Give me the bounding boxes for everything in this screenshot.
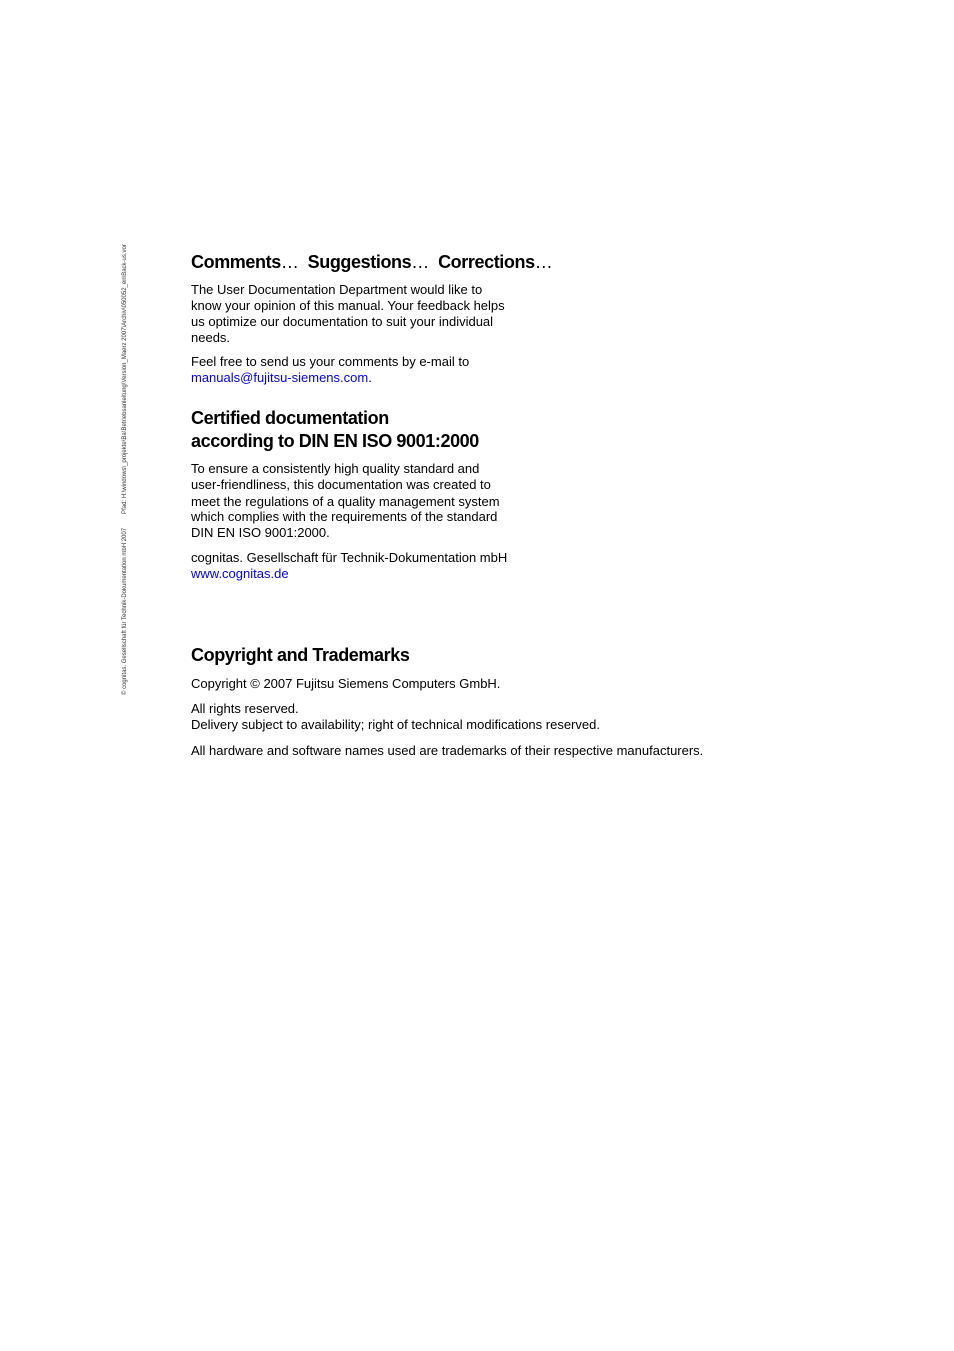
certified-paragraph-line-3: meet the regulations of a quality management system [191,494,500,509]
copyright-line: Copyright © 2007 Fujitsu Siemens Computers GmbH. [191,676,501,691]
company-name: cognitas. Gesellschaft für Technik-Dokumentation mbH [191,550,508,565]
email-line [191,370,372,386]
trademarks-line: All hardware and software names used are trademarks of their respective manufacturers. [191,743,704,758]
certified-paragraph-line-4: which complies with the requirements of the standard [191,509,498,524]
certified-heading-line-1: Certified documentation [191,408,389,428]
ellipsis-1: … [280,252,299,272]
certified-paragraph-line-2: user-friendliness, this documentation was created to [191,477,491,492]
margin-note-path: Pfad: H:\windows\_projekte\Ba\Betriebsanleitung\Version_Maerz 2007\Archiv\050052_en\Back-us.vor [122,244,128,514]
margin-note-copyright: © cognitas. Gesellschaft für Technik-Dokumentation mbH 2007 [122,527,128,695]
email-link[interactable]: manuals@fujitsu-siemens.com [191,370,369,385]
ellipsis-2: … [411,252,429,272]
heading-suggestions: Suggestions [307,252,412,272]
feedback-paragraph-line-3: us optimize our documentation to suit your individual [191,314,494,329]
feedback-paragraph-line-4: needs. [191,330,231,345]
delivery-line: Delivery subject to availability; right of technical modifications reserved. [191,717,600,732]
website-line [191,566,289,582]
certified-paragraph-line-1: To ensure a consistently high quality standard and [191,461,480,476]
email-invite-text: Feel free to send us your comments by e-mail to [191,354,470,369]
heading-comments: Comments [191,252,281,272]
email-suffix: . [368,370,372,385]
feedback-paragraph-line-2: know your opinion of this manual. Your feedback helps [191,298,505,313]
certified-heading-line-2: according to DIN EN ISO 9001:2000 [191,431,479,451]
feedback-paragraph-line-1: The User Documentation Department would like to [191,282,483,297]
rights-reserved-line: All rights reserved. [191,701,299,716]
certified-paragraph-line-5: DIN EN ISO 9001:2000. [191,525,330,540]
vertical-margin-note [122,240,128,695]
copyright-heading: Copyright and Trademarks [191,645,410,665]
ellipsis-3: … [534,252,553,272]
website-link[interactable]: www.cognitas.de [191,566,289,581]
comments-heading [191,251,552,273]
heading-corrections: Corrections [438,252,535,272]
